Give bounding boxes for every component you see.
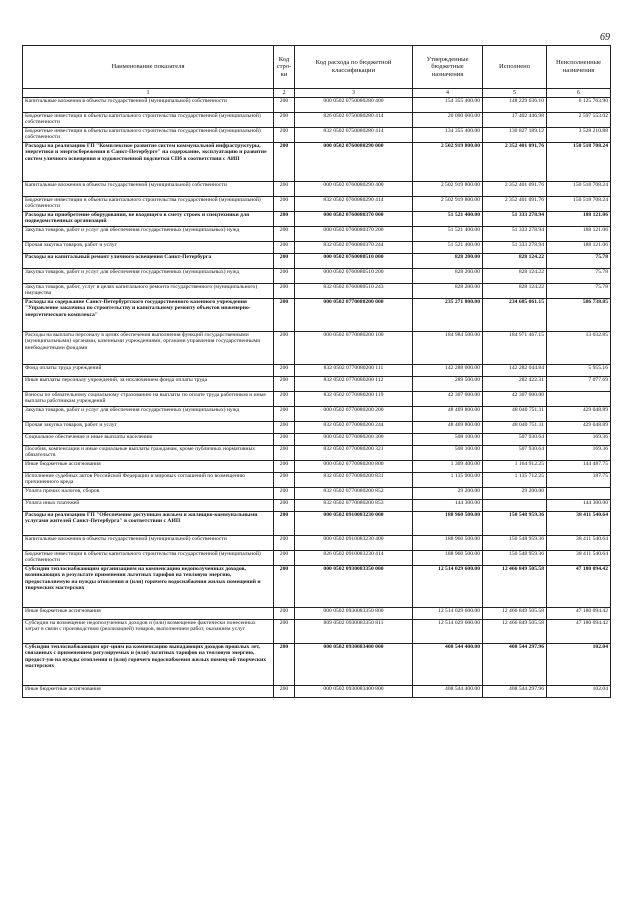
- row-executed-amount: 828 124.22: [483, 284, 547, 299]
- row-approved-amount: 235 271 800.00: [413, 299, 483, 332]
- row-indicator-name: Бюджетные инвестиции в объекты капитального строительства государственной (муниципальной) собственности: [23, 128, 274, 143]
- row-remaining-amount: 144 487.75: [547, 461, 611, 473]
- row-indicator-name: Уплата прочих налогов, сборов: [23, 488, 274, 500]
- row-executed-amount: 29 200.00: [483, 488, 547, 500]
- row-indicator-name: Расходы на выплаты персоналу в целях обеспечения выполнения функций государственными (муниципальными) органами, казенными учреждениями, органами управления государственными внебюджетными фондами: [23, 332, 274, 365]
- row-indicator-name: Иные бюджетные ассигнования: [23, 461, 274, 473]
- row-remaining-amount: 429 048.89: [547, 407, 611, 422]
- row-budget-code: 832 0502 0770080200 112: [295, 377, 413, 392]
- row-indicator-name: Расходы на реализацию ГП "Комплексное развитие систем коммунальной инфраструктуры, энергетики и энергосбережения в Санкт-Петербурге" на содержание, эксплуатацию и развитие систем уличного освещения и художественной подсветки СПб в соответствии с АИП: [23, 143, 274, 182]
- row-remaining-amount: 38 411 540.64: [547, 551, 611, 566]
- row-budget-code: 000 0502 0760080510 200: [295, 269, 413, 284]
- row-indicator-name: Закупка товаров, работ и услуг для обеспечения государственных (муниципальных) нужд: [23, 227, 274, 242]
- row-remaining-amount: [547, 392, 611, 407]
- row-executed-amount: 148 229 636.10: [483, 98, 547, 113]
- row-budget-code: 832 0502 0760080290 414: [295, 197, 413, 212]
- row-remaining-amount: 102.04: [547, 644, 611, 686]
- row-budget-code: 000 0502 0770080200 300: [295, 434, 413, 446]
- row-budget-code: 000 0502 0930083400 000: [295, 644, 413, 686]
- row-budget-code: 826 0502 0910083230 414: [295, 551, 413, 566]
- row-remaining-amount: 38 411 540.64: [547, 512, 611, 536]
- table-row: [23, 299, 611, 332]
- table-row: [23, 686, 611, 698]
- row-line-code: 200: [274, 269, 295, 284]
- row-line-code: 200: [274, 128, 295, 143]
- row-remaining-amount: 38 411 540.64: [547, 536, 611, 551]
- table-row: [23, 512, 611, 536]
- table-row: [23, 461, 611, 473]
- row-executed-amount: 2 352 401 091.76: [483, 143, 547, 182]
- row-executed-amount: 12 466 849 505.58: [483, 620, 547, 644]
- row-remaining-amount: 102.04: [547, 686, 611, 698]
- row-approved-amount: 408 544 400.00: [413, 686, 483, 698]
- row-approved-amount: 2 502 919 800.00: [413, 197, 483, 212]
- row-remaining-amount: 47 180 094.42: [547, 608, 611, 620]
- row-budget-code: 000 0502 0770080200 200: [295, 407, 413, 422]
- row-indicator-name: Бюджетные инвестиции в объекты капитального строительства государственной (муниципальной) собственности: [23, 113, 274, 128]
- row-remaining-amount: 47 180 094.42: [547, 566, 611, 608]
- row-remaining-amount: 75.78: [547, 269, 611, 284]
- row-indicator-name: Расходы на реализацию ГП "Обеспечение доступным жильем и жилищно-коммунальными услугами жителей Санкт-Петербурга" в соответствии с АИП: [23, 512, 274, 536]
- row-indicator-name: Субсидии на возмещение недополученных доходов и (или) возмещение фактически понесенных затрат в связи с производством (реализацией) товаров, выполнением работ, оказанием услуг: [23, 620, 274, 644]
- row-remaining-amount: 187.75: [547, 473, 611, 488]
- row-line-code: 200: [274, 284, 295, 299]
- row-indicator-name: Капитальные вложения в объекты государственной (муниципальной) собственности: [23, 98, 274, 113]
- row-line-code: 200: [274, 551, 295, 566]
- column-number: 6: [547, 89, 611, 98]
- row-indicator-name: Расходы на капитальный ремонт уличного освещения Санкт-Петербурга: [23, 254, 274, 269]
- row-remaining-amount: 144 300.00: [547, 500, 611, 512]
- row-budget-code: 000 0502 0770080200 800: [295, 461, 413, 473]
- row-executed-amount: 150 548 959.36: [483, 551, 547, 566]
- row-remaining-amount: 150 518 708.24: [547, 197, 611, 212]
- header-indicator-name: Наименование показателя: [23, 46, 274, 89]
- column-number: 2: [274, 89, 295, 98]
- header-executed: Исполнено: [483, 46, 547, 89]
- row-indicator-name: Взносы по обязательному социальному страхованию на выплаты по оплате труда работников и иные выплаты работникам учреждений: [23, 392, 274, 407]
- column-number: 3: [295, 89, 413, 98]
- row-remaining-amount: 429 048.89: [547, 422, 611, 434]
- row-executed-amount: 12 466 849 505.58: [483, 608, 547, 620]
- row-approved-amount: 134 355 400.00: [413, 128, 483, 143]
- row-line-code: 200: [274, 254, 295, 269]
- table-row: [23, 473, 611, 488]
- row-line-code: 200: [274, 422, 295, 434]
- row-line-code: 200: [274, 686, 295, 698]
- row-remaining-amount: 6 125 763.90: [547, 98, 611, 113]
- row-line-code: 200: [274, 446, 295, 461]
- row-indicator-name: Бюджетные инвестиции в объекты капитального строительства государственной (муниципальной) собственности: [23, 551, 274, 566]
- row-executed-amount: 150 548 959.36: [483, 536, 547, 551]
- row-budget-code: 000 0502 0910083230 000: [295, 512, 413, 536]
- table-row: [23, 566, 611, 608]
- row-executed-amount: 2 352 401 091.76: [483, 197, 547, 212]
- row-line-code: 200: [274, 113, 295, 128]
- table-row: [23, 377, 611, 392]
- row-line-code: 200: [274, 98, 295, 113]
- row-remaining-amount: 169.36: [547, 434, 611, 446]
- row-line-code: 200: [274, 566, 295, 608]
- table-row: [23, 113, 611, 128]
- row-indicator-name: Исполнение судебных актов Российской Федерации и мировых соглашений по возмещению причиненного вреда: [23, 473, 274, 488]
- table-row: [23, 128, 611, 143]
- row-line-code: 200: [274, 227, 295, 242]
- row-executed-amount: 12 466 849 505.58: [483, 566, 547, 608]
- row-executed-amount: 507 930.64: [483, 446, 547, 461]
- table-row: [23, 227, 611, 242]
- row-indicator-name: Капитальные вложения в объекты государственной (муниципальной) собственности: [23, 182, 274, 197]
- row-budget-code: 832 0502 0770080200 119: [295, 392, 413, 407]
- table-row: [23, 254, 611, 269]
- row-approved-amount: 1 309 400.00: [413, 461, 483, 473]
- column-number: 5: [483, 89, 547, 98]
- row-indicator-name: Социальное обеспечение и иные выплаты населению: [23, 434, 274, 446]
- row-remaining-amount: 47 180 094.42: [547, 620, 611, 644]
- row-remaining-amount: 169.36: [547, 446, 611, 461]
- row-indicator-name: Уплата иных платежей: [23, 500, 274, 512]
- column-number-row: [23, 89, 611, 98]
- row-remaining-amount: 188 121.06: [547, 227, 611, 242]
- row-line-code: 200: [274, 197, 295, 212]
- table-row: [23, 620, 611, 644]
- table-row: [23, 365, 611, 377]
- row-remaining-amount: 13 032.85: [547, 332, 611, 365]
- header-approved: Утвержденные бюджетные назначения: [413, 46, 483, 89]
- row-remaining-amount: 2 597 553.02: [547, 113, 611, 128]
- row-line-code: 200: [274, 299, 295, 332]
- row-indicator-name: Прочая закупка товаров, работ и услуг: [23, 422, 274, 434]
- row-line-code: 200: [274, 473, 295, 488]
- row-approved-amount: 2 502 919 800.00: [413, 143, 483, 182]
- row-indicator-name: Иные выплаты персоналу учреждений, за исключением фонда оплаты труда: [23, 377, 274, 392]
- row-budget-code: 809 0502 0930083350 811: [295, 620, 413, 644]
- header-remaining: Неисполненные назначения: [547, 46, 611, 89]
- header-line-code: Код стро-ки: [274, 46, 295, 89]
- row-executed-amount: 142 282 044.84: [483, 365, 547, 377]
- row-executed-amount: 282 422.31: [483, 377, 547, 392]
- page-number: 69: [600, 32, 610, 43]
- row-indicator-name: Расходы на приобретение оборудования, не входящего в смету строек и спецтехники для подведомственных организаций: [23, 212, 274, 227]
- row-approved-amount: 51 521 400.00: [413, 212, 483, 227]
- row-executed-amount: 234 685 061.15: [483, 299, 547, 332]
- row-approved-amount: 51 521 400.00: [413, 242, 483, 254]
- row-remaining-amount: 7 077.69: [547, 377, 611, 392]
- row-executed-amount: 2 352 401 091.76: [483, 182, 547, 197]
- row-executed-amount: 507 930.64: [483, 434, 547, 446]
- row-remaining-amount: 586 738.85: [547, 299, 611, 332]
- row-approved-amount: 508 100.00: [413, 434, 483, 446]
- row-line-code: 200: [274, 461, 295, 473]
- row-approved-amount: 51 521 400.00: [413, 227, 483, 242]
- row-approved-amount: 408 544 400.00: [413, 644, 483, 686]
- row-indicator-name: Субсидии теплоснабжающим организациям на компенсацию недополученных доходов, возникающих в результате применения льготных тарифов на тепловую энергию, предоставляемую на нужды отопления и (или) горячего водоснабжения жилых помещений и творческих мастерских: [23, 566, 274, 608]
- column-number: 4: [413, 89, 483, 98]
- row-indicator-name: Капитальные вложения в объекты государственной (муниципальной) собственности: [23, 536, 274, 551]
- row-approved-amount: 828 200.00: [413, 254, 483, 269]
- table-row: [23, 644, 611, 686]
- row-indicator-name: Расходы на содержание Санкт-Петербургского государственного казенного учреждения "Управление заказчика по строительству и капитальному ремонту объектов инженерно-энергетического комплекса": [23, 299, 274, 332]
- row-indicator-name: Пособия, компенсации и иные социальные выплаты гражданам, кроме публичных нормативных обязательств: [23, 446, 274, 461]
- row-approved-amount: 188 960 500.00: [413, 512, 483, 536]
- row-approved-amount: 2 502 919 800.00: [413, 182, 483, 197]
- row-budget-code: 000 0502 0930083350 800: [295, 608, 413, 620]
- row-approved-amount: 154 355 400.00: [413, 98, 483, 113]
- row-budget-code: 832 0502 0760080510 243: [295, 284, 413, 299]
- row-approved-amount: 828 200.00: [413, 284, 483, 299]
- row-approved-amount: 29 200.00: [413, 488, 483, 500]
- row-line-code: 200: [274, 434, 295, 446]
- row-executed-amount: 130 827 189.12: [483, 128, 547, 143]
- row-executed-amount: 17 402 446.98: [483, 113, 547, 128]
- header-row: [23, 46, 611, 89]
- row-executed-amount: 408 544 297.96: [483, 686, 547, 698]
- row-approved-amount: 48 469 800.00: [413, 407, 483, 422]
- row-executed-amount: 51 333 278.94: [483, 227, 547, 242]
- row-line-code: 200: [274, 608, 295, 620]
- row-executed-amount: 42 307 000.00: [483, 392, 547, 407]
- row-approved-amount: 12 514 029 600.00: [413, 620, 483, 644]
- row-line-code: 200: [274, 392, 295, 407]
- row-approved-amount: 20 000 000.00: [413, 113, 483, 128]
- row-executed-amount: 48 040 751.11: [483, 422, 547, 434]
- table-row: [23, 608, 611, 620]
- row-approved-amount: 142 288 000.00: [413, 365, 483, 377]
- row-indicator-name: Прочая закупка товаров, работ и услуг: [23, 242, 274, 254]
- row-indicator-name: Закупка товаров, работ и услуг для обеспечения государственных (муниципальных) нужд: [23, 407, 274, 422]
- row-executed-amount: [483, 500, 547, 512]
- row-budget-code: 000 0502 0770080200 000: [295, 299, 413, 332]
- row-indicator-name: Закупка товаров, работ и услуг для обеспечения государственных (муниципальных) нужд: [23, 269, 274, 284]
- row-budget-code: 832 0502 0770080200 852: [295, 488, 413, 500]
- row-remaining-amount: 150 518 708.24: [547, 143, 611, 182]
- table-row: [23, 143, 611, 182]
- table-row: [23, 422, 611, 434]
- row-remaining-amount: 5 955.16: [547, 365, 611, 377]
- row-approved-amount: 1 135 900.00: [413, 473, 483, 488]
- table-row: [23, 212, 611, 227]
- row-budget-code: 832 0502 0770080200 853: [295, 500, 413, 512]
- row-line-code: 200: [274, 143, 295, 182]
- row-indicator-name: Субсидии теплоснабжающим орг-циям на компенсацию выпадающих доходов прошлых лет, связанных с применением регулируемых и (или) льготных тарифов на тепловую энергию, предост-ую на нужды отопления и (или) горячего водоснабжения жилых помещ-ий творческих мастерских: [23, 644, 274, 686]
- table-row: [23, 197, 611, 212]
- row-remaining-amount: 75.78: [547, 254, 611, 269]
- row-budget-code: 000 0502 0750080280 400: [295, 98, 413, 113]
- row-remaining-amount: 188 121.06: [547, 212, 611, 227]
- row-budget-code: 000 0502 0760080370 000: [295, 212, 413, 227]
- row-indicator-name: Закупка товаров, работ, услуг в целях капитального ремонта государственного (муниципального) имущества: [23, 284, 274, 299]
- row-executed-amount: 51 333 278.94: [483, 212, 547, 227]
- row-budget-code: 832 0502 0760080370 244: [295, 242, 413, 254]
- row-executed-amount: 184 971 467.15: [483, 332, 547, 365]
- budget-execution-table: [22, 45, 611, 698]
- row-line-code: 200: [274, 407, 295, 422]
- table-row: [23, 488, 611, 500]
- table-row: [23, 284, 611, 299]
- row-approved-amount: 828 200.00: [413, 269, 483, 284]
- table-row: [23, 182, 611, 197]
- row-budget-code: 832 0502 0770080200 244: [295, 422, 413, 434]
- row-executed-amount: 408 544 297.96: [483, 644, 547, 686]
- table-row: [23, 551, 611, 566]
- row-line-code: 200: [274, 644, 295, 686]
- row-indicator-name: Фонд оплаты труда учреждений: [23, 365, 274, 377]
- table-body: [23, 98, 611, 698]
- row-budget-code: 826 0502 0750080280 414: [295, 113, 413, 128]
- row-budget-code: 000 0502 0930083400 800: [295, 686, 413, 698]
- row-executed-amount: 1 164 912.25: [483, 461, 547, 473]
- row-approved-amount: 289 500.00: [413, 377, 483, 392]
- table-row: [23, 242, 611, 254]
- row-remaining-amount: [547, 488, 611, 500]
- row-executed-amount: 828 124.22: [483, 269, 547, 284]
- row-line-code: 200: [274, 242, 295, 254]
- row-budget-code: 000 0502 0760080370 200: [295, 227, 413, 242]
- row-indicator-name: Бюджетные инвестиции в объекты капитального строительства государственной (муниципальной) собственности: [23, 197, 274, 212]
- row-budget-code: 832 0502 0770080200 321: [295, 446, 413, 461]
- row-executed-amount: 48 040 751.11: [483, 407, 547, 422]
- table-row: [23, 500, 611, 512]
- table-row: [23, 407, 611, 422]
- row-line-code: 200: [274, 332, 295, 365]
- row-executed-amount: 150 548 959.36: [483, 512, 547, 536]
- row-line-code: 200: [274, 377, 295, 392]
- row-executed-amount: 51 333 278.94: [483, 242, 547, 254]
- row-approved-amount: 144 300.00: [413, 500, 483, 512]
- row-approved-amount: 184 984 500.00: [413, 332, 483, 365]
- row-budget-code: 000 0502 0910083230 400: [295, 536, 413, 551]
- row-remaining-amount: 3 528 210.88: [547, 128, 611, 143]
- row-budget-code: 832 0502 0750080280 414: [295, 128, 413, 143]
- row-approved-amount: 12 514 029 600.00: [413, 608, 483, 620]
- row-budget-code: 000 0502 0760080510 000: [295, 254, 413, 269]
- row-approved-amount: 42 307 000.00: [413, 392, 483, 407]
- row-approved-amount: 48 469 800.00: [413, 422, 483, 434]
- row-line-code: 200: [274, 212, 295, 227]
- row-budget-code: 000 0502 0770080200 100: [295, 332, 413, 365]
- table-row: [23, 392, 611, 407]
- row-line-code: 200: [274, 365, 295, 377]
- row-approved-amount: 188 960 500.00: [413, 551, 483, 566]
- column-number: 1: [23, 89, 274, 98]
- table-row: [23, 446, 611, 461]
- row-budget-code: 000 0502 0930083350 000: [295, 566, 413, 608]
- row-executed-amount: 828 124.22: [483, 254, 547, 269]
- row-executed-amount: 1 135 712.25: [483, 473, 547, 488]
- row-remaining-amount: 188 121.06: [547, 242, 611, 254]
- header-budget-code: Код расхода по бюджетной классификации: [295, 46, 413, 89]
- table-row: [23, 434, 611, 446]
- row-line-code: 200: [274, 500, 295, 512]
- table-row: [23, 332, 611, 365]
- row-line-code: 200: [274, 488, 295, 500]
- row-budget-code: 000 0502 0760080290 400: [295, 182, 413, 197]
- row-indicator-name: Иные бюджетные ассигнования: [23, 686, 274, 698]
- row-line-code: 200: [274, 536, 295, 551]
- table-row: [23, 536, 611, 551]
- row-remaining-amount: 75.78: [547, 284, 611, 299]
- row-remaining-amount: 150 518 708.24: [547, 182, 611, 197]
- row-budget-code: 000 0502 0760080290 000: [295, 143, 413, 182]
- row-line-code: 200: [274, 620, 295, 644]
- row-line-code: 200: [274, 182, 295, 197]
- row-budget-code: 832 0502 0770080200 111: [295, 365, 413, 377]
- row-approved-amount: 188 960 500.00: [413, 536, 483, 551]
- row-indicator-name: Иные бюджетные ассигнования: [23, 608, 274, 620]
- row-line-code: 200: [274, 512, 295, 536]
- row-budget-code: 832 0502 0770080200 831: [295, 473, 413, 488]
- row-approved-amount: 508 100.00: [413, 446, 483, 461]
- table-row: [23, 98, 611, 113]
- row-approved-amount: 12 514 029 600.00: [413, 566, 483, 608]
- table-row: [23, 269, 611, 284]
